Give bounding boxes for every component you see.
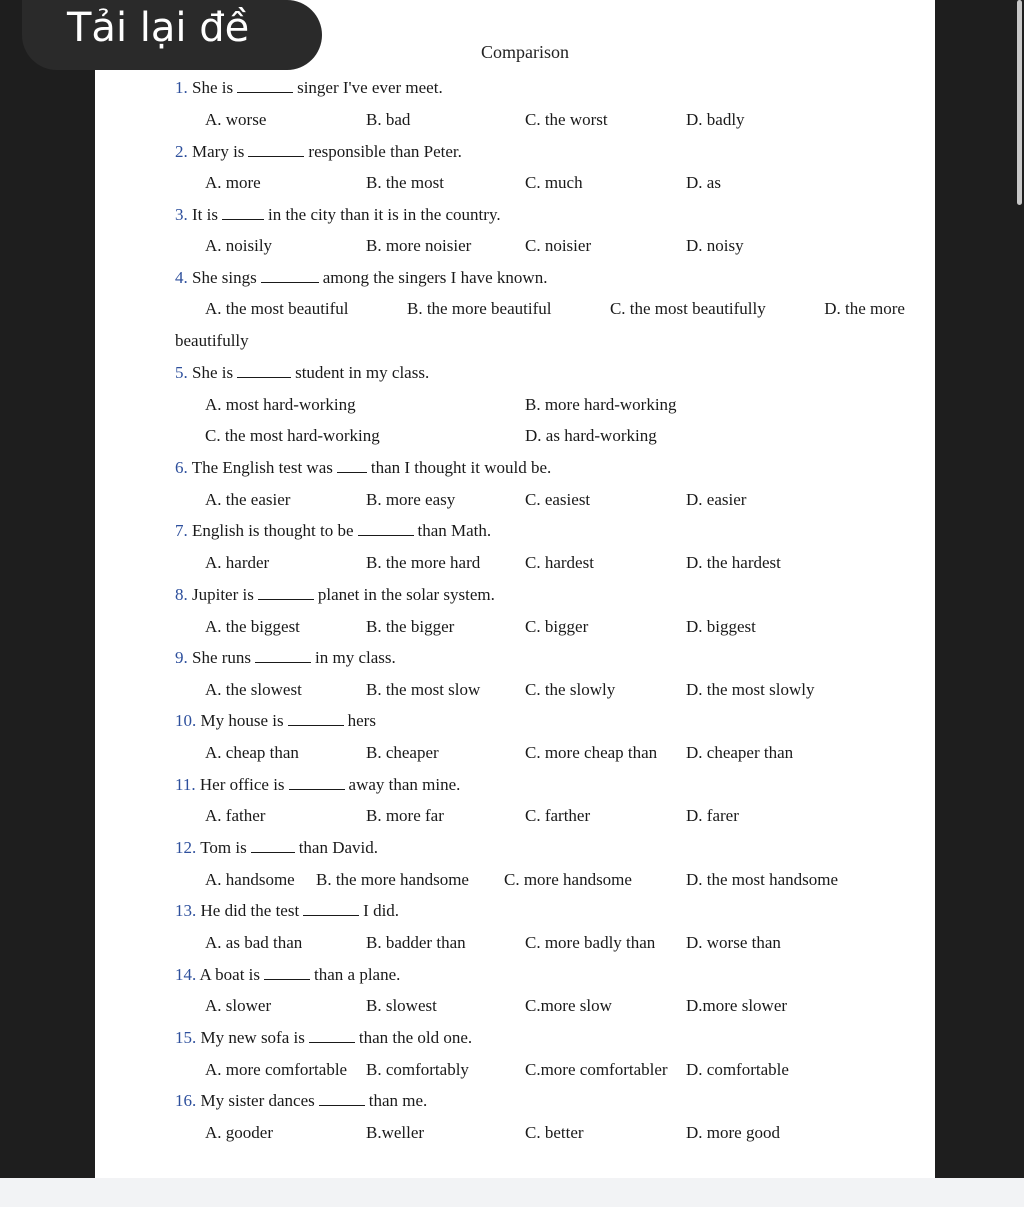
question-text-before: The English test was [187,458,333,477]
question-text-before: Mary is [187,142,245,161]
question-text-after: than David. [298,838,379,857]
question-4 [175,266,547,290]
question-14-option-a[interactable]: A. slower [205,996,272,1015]
question-9-option-d[interactable]: D. the most slowly [686,680,815,699]
question-10-option-a[interactable]: A. cheap than [205,743,299,762]
question-11-option-a[interactable]: A. father [205,806,266,825]
question-11-option-c[interactable]: C. farther [525,806,591,825]
question-3 [175,203,501,227]
question-number: 1. [175,78,188,97]
question-text-after: among the singers I have known. [322,268,548,287]
question-number: 2. [175,142,188,161]
answer-blank [251,837,295,853]
answer-blank [258,584,314,600]
question-text-before: A boat is [196,965,261,984]
question-text-after: I did. [363,901,400,920]
question-15-option-a[interactable]: A. more comfortable [205,1060,348,1079]
question-14-option-c[interactable]: C.more slow [525,996,612,1015]
question-4-option-b[interactable]: B. the more beautiful [407,299,552,318]
question-13 [175,899,399,923]
question-14 [175,963,400,987]
question-number: 15. [175,1028,197,1047]
question-2-option-c[interactable]: C. much [525,173,583,192]
question-7-option-c[interactable]: C. hardest [525,553,594,572]
question-4-options [205,297,905,321]
question-6-option-a[interactable]: A. the easier [205,490,291,509]
question-text-after: planet in the solar system. [317,585,495,604]
question-number: 8. [175,585,188,604]
question-text-after: than me. [368,1091,428,1110]
question-8-option-d[interactable]: D. biggest [686,617,756,636]
question-9 [175,646,396,670]
question-4-option-c[interactable]: C. the most beautifully [609,299,766,318]
question-text-before: My sister dances [196,1091,315,1110]
question-text-before: Jupiter is [187,585,254,604]
question-12-option-b[interactable]: B. the more handsome [316,870,469,889]
question-text-after: in my class. [315,648,396,667]
question-text-after: than Math. [417,521,492,540]
question-text-before: My house is [196,711,284,730]
question-7-option-a[interactable]: A. harder [205,553,270,572]
question-2-option-d[interactable]: D. as [686,173,721,192]
question-text-before: Her office is [195,775,285,794]
question-2-option-b[interactable]: B. the most [366,173,444,192]
question-5-option-a[interactable]: A. most hard-working [205,395,356,414]
question-7 [175,519,491,543]
question-11-option-d[interactable]: D. farer [686,806,739,825]
question-text-after: singer I've ever meet. [297,78,443,97]
question-text-after: responsible than Peter. [308,142,462,161]
question-10-option-c[interactable]: C. more cheap than [525,743,658,762]
question-10-option-d[interactable]: D. cheaper than [686,743,794,762]
question-2 [175,140,462,164]
question-number: 10. [175,711,197,730]
question-number: 16. [175,1091,197,1110]
question-7-option-b[interactable]: B. the more hard [366,553,481,572]
question-5-option-c[interactable]: C. the most hard-working [205,426,380,445]
question-5-option-b[interactable]: B. more hard-working [525,395,677,414]
question-1-option-d[interactable]: D. badly [686,110,745,129]
question-text-after: student in my class. [295,363,430,382]
question-9-option-a[interactable]: A. the slowest [205,680,302,699]
question-number: 5. [175,363,188,382]
question-number: 4. [175,268,188,287]
answer-blank [358,520,414,536]
reload-test-button[interactable]: Tải lại đề [22,0,322,70]
question-13-option-a[interactable]: A. as bad than [205,933,303,952]
question-16-option-c[interactable]: C. better [525,1123,584,1142]
question-3-option-a[interactable]: A. noisily [205,236,273,255]
question-8-option-b[interactable]: B. the bigger [366,617,455,636]
question-13-option-b[interactable]: B. badder than [366,933,466,952]
question-6-option-b[interactable]: B. more easy [366,490,456,509]
question-13-option-d[interactable]: D. worse than [686,933,781,952]
question-number: 13. [175,901,197,920]
question-8 [175,583,495,607]
question-text-before: She runs [187,648,252,667]
scrollbar-thumb[interactable] [1017,0,1022,205]
bottom-bar [0,1178,1024,1207]
question-text-before: He did the test [196,901,300,920]
question-1 [175,76,443,100]
question-text-after: than the old one. [358,1028,473,1047]
question-6 [175,456,551,480]
question-9-option-b[interactable]: B. the most slow [366,680,481,699]
question-16-option-d[interactable]: D. more good [686,1123,780,1142]
question-text-before: English is thought to be [187,521,354,540]
question-3-option-d[interactable]: D. noisy [686,236,744,255]
question-9-option-c[interactable]: C. the slowly [525,680,616,699]
question-4-option-d-wrap[interactable]: beautifully [175,331,249,350]
question-12-option-a[interactable]: A. handsome [205,870,295,889]
answer-blank [255,647,311,663]
question-3-option-c[interactable]: C. noisier [525,236,592,255]
question-4-option-d[interactable]: D. the more [824,299,905,318]
question-number: 7. [175,521,188,540]
question-text-before: She is [187,78,234,97]
question-text-before: She is [187,363,234,382]
question-number: 6. [175,458,188,477]
answer-blank [264,964,310,980]
question-3-option-b[interactable]: B. more noisier [366,236,472,255]
question-16-option-a[interactable]: A. gooder [205,1123,273,1142]
question-1-option-a[interactable]: A. worse [205,110,267,129]
answer-blank [288,710,344,726]
answer-blank [319,1090,365,1106]
question-15-option-d[interactable]: D. comfortable [686,1060,789,1079]
question-15-option-c[interactable]: C.more comfortabler [525,1060,668,1079]
question-16 [175,1089,427,1113]
question-number: 14. [175,965,197,984]
question-2-option-a[interactable]: A. more [205,173,261,192]
question-8-option-a[interactable]: A. the biggest [205,617,300,636]
question-text-after: in the city than it is in the country. [267,205,501,224]
question-15-option-b[interactable]: B. comfortably [366,1060,469,1079]
answer-blank [337,457,367,473]
answer-blank [303,900,359,916]
answer-blank [261,267,319,283]
question-number: 9. [175,648,188,667]
question-text-before: My new sofa is [196,1028,305,1047]
question-12-option-c[interactable]: C. more handsome [504,870,632,889]
question-4-option-a[interactable]: A. the most beautiful [205,299,349,318]
question-11 [175,773,460,797]
question-6-option-c[interactable]: C. easiest [525,490,591,509]
question-1-option-b[interactable]: B. bad [366,110,411,129]
question-5-option-d[interactable]: D. as hard-working [525,426,657,445]
answer-blank [222,204,264,220]
question-12 [175,836,378,860]
question-11-option-b[interactable]: B. more far [366,806,444,825]
question-15 [175,1026,472,1050]
document-title: Comparison [481,42,569,62]
question-16-option-b[interactable]: B.weller [366,1123,425,1142]
question-text-before: It is [187,205,218,224]
question-10 [175,709,376,733]
question-1-option-c[interactable]: C. the worst [525,110,608,129]
question-text-after: away than mine. [348,775,461,794]
question-10-option-b[interactable]: B. cheaper [366,743,439,762]
question-14-option-b[interactable]: B. slowest [366,996,437,1015]
question-number: 12. [175,838,197,857]
question-number: 3. [175,205,188,224]
question-text-after: hers [347,711,376,730]
question-5 [175,361,429,385]
answer-blank [237,362,291,378]
answer-blank [237,77,293,93]
question-text-after: than a plane. [314,965,401,984]
question-text-before: Tom is [196,838,247,857]
question-6-option-d[interactable]: D. easier [686,490,747,509]
question-8-option-c[interactable]: C. bigger [525,617,589,636]
answer-blank [309,1027,355,1043]
question-7-option-d[interactable]: D. the hardest [686,553,781,572]
question-text-after: than I thought it would be. [370,458,552,477]
question-number: 11. [175,775,196,794]
answer-blank [248,141,304,157]
question-13-option-c[interactable]: C. more badly than [525,933,656,952]
question-12-option-d[interactable]: D. the most handsome [686,870,839,889]
question-14-option-d[interactable]: D.more slower [686,996,788,1015]
answer-blank [289,774,345,790]
question-text-before: She sings [187,268,257,287]
